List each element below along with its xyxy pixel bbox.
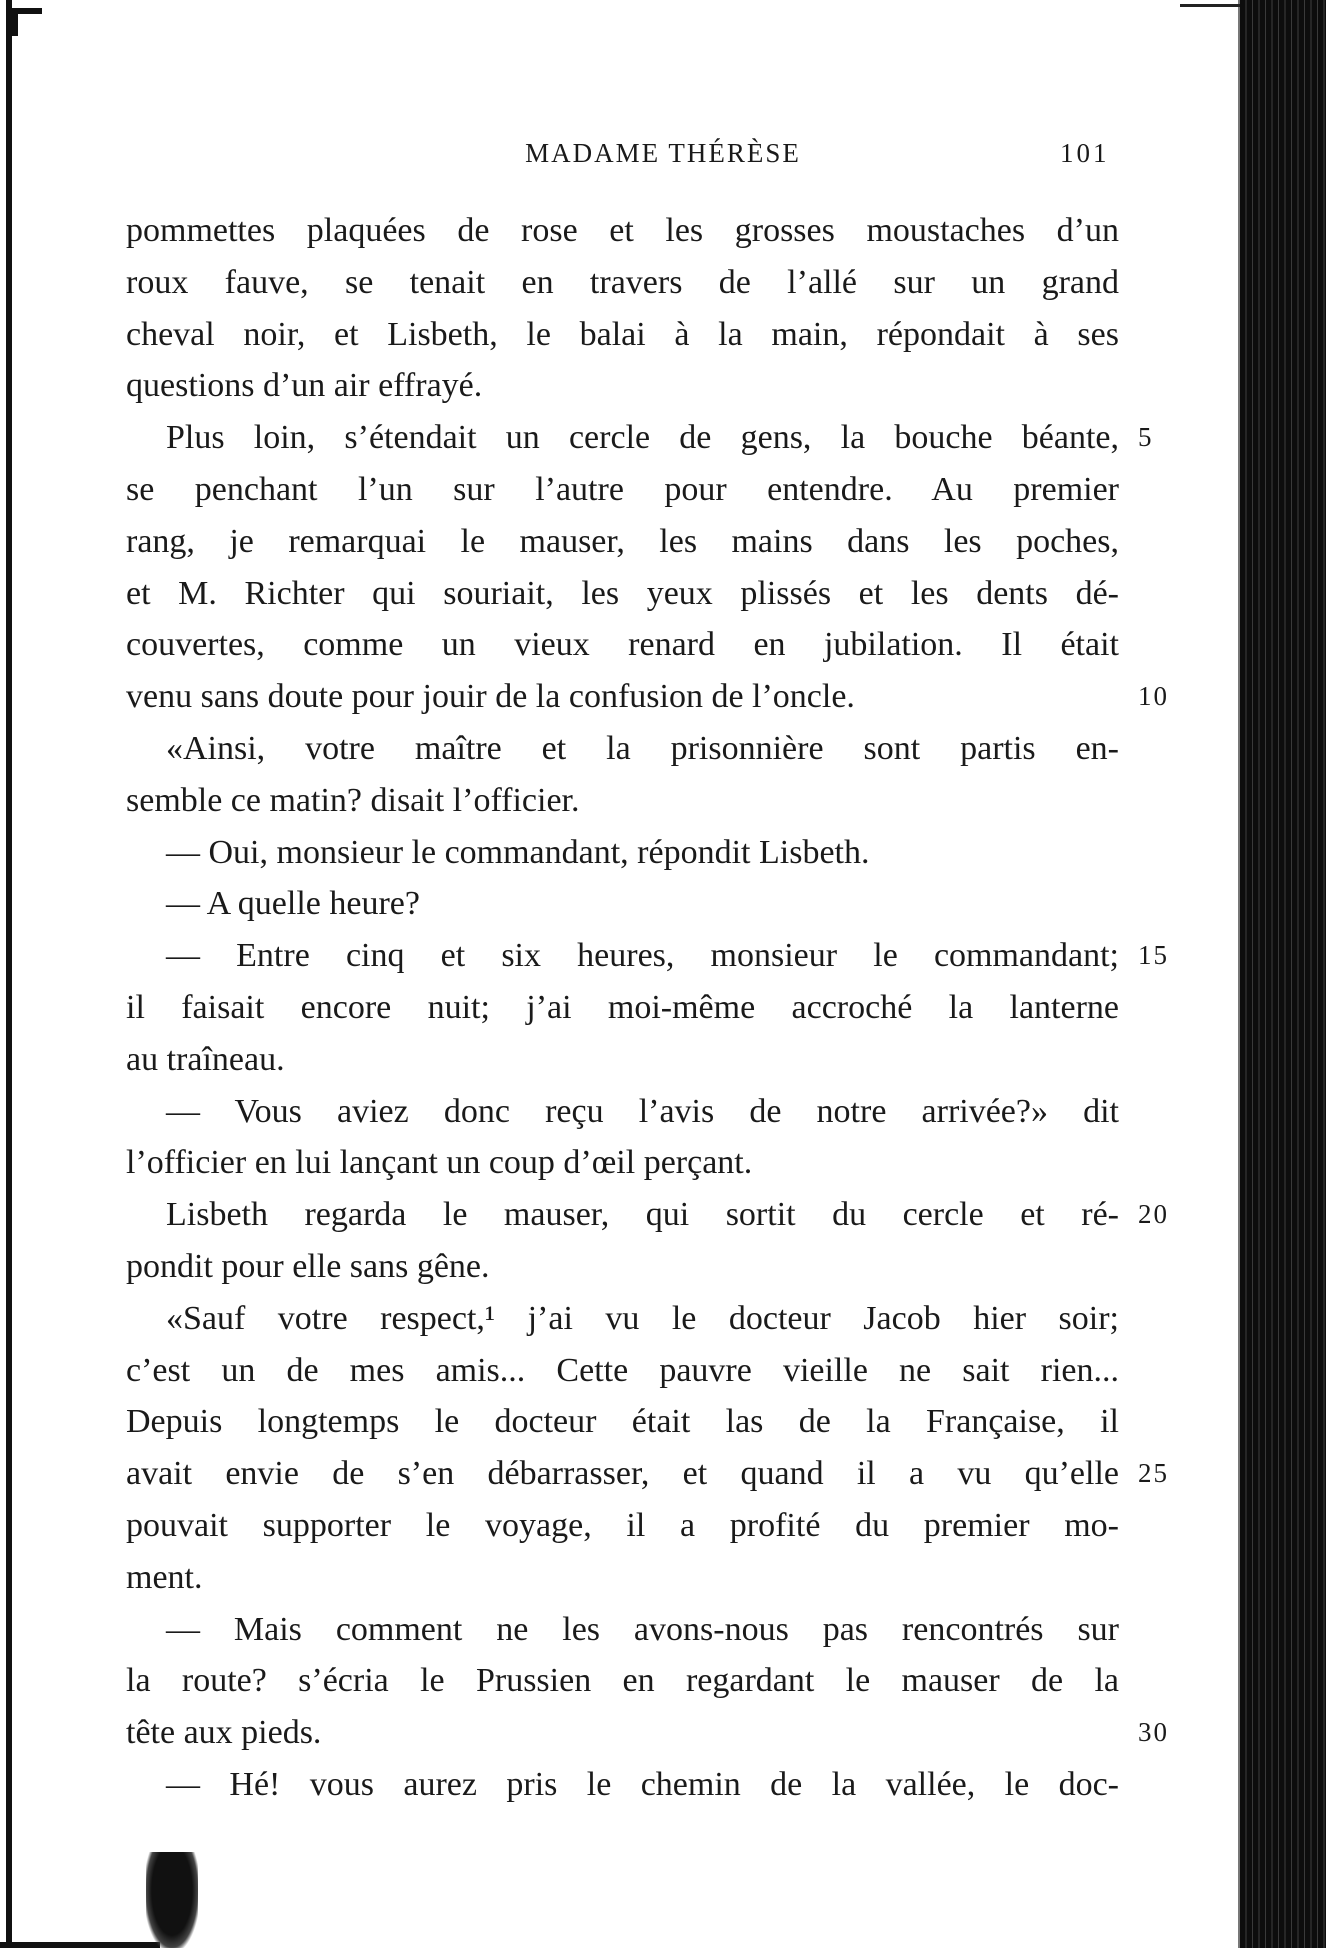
text-line	[126, 309, 1119, 361]
text-line-content: questions d’un air effrayé.	[126, 367, 483, 405]
text-line-content: et M. Richter qui souriait, les yeux plissés et les dents dé-	[126, 574, 1119, 612]
text-line-content: pouvait supporter le voyage, il a profité du premier mo-	[126, 1506, 1119, 1544]
text-line	[126, 1345, 1119, 1397]
text-line-content: il faisait encore nuit; j’ai moi-même accroché la lanterne	[126, 988, 1119, 1026]
running-title: MADAME THÉRÈSE	[525, 138, 801, 168]
text-line-content: — A quelle heure?	[166, 885, 420, 923]
text-line	[126, 1086, 1119, 1138]
text-line-content: avait envie de s’en débarrasser, et quand il a vu qu’elle	[126, 1455, 1119, 1493]
text-line	[126, 1552, 1119, 1604]
text-line	[126, 516, 1119, 568]
scan-corner-mark-vertical	[12, 8, 18, 36]
text-line-content: venu sans doute pour jouir de la confusion de l’oncle.	[126, 678, 855, 716]
text-line-content: — Entre cinq et six heures, monsieur le commandant;	[166, 937, 1119, 975]
text-line-content: Lisbeth regarda le mauser, qui sortit du cercle et ré-	[166, 1196, 1119, 1234]
text-line-content: — Oui, monsieur le commandant, répondit Lisbeth.	[166, 833, 870, 871]
text-line	[126, 930, 1169, 982]
text-line	[126, 1034, 1119, 1086]
text-line-content: semble ce matin? disait l’officier.	[126, 781, 580, 819]
line-number: 30	[1138, 1717, 1169, 1748]
text-line-content: l’officier en lui lançant un coup d’œil perçant.	[126, 1144, 753, 1182]
text-line-content: ment.	[126, 1558, 203, 1596]
text-line	[126, 1241, 1119, 1293]
text-line-content: «Ainsi, votre maître et la prisonnière sont partis en-	[166, 729, 1119, 767]
text-line	[126, 257, 1119, 309]
text-line-content: c’est un de mes amis... Cette pauvre vieille ne sait rien...	[126, 1351, 1119, 1389]
page-number: 101	[1060, 138, 1110, 168]
scan-top-right-mark	[1180, 4, 1240, 7]
text-line-content: Depuis longtemps le docteur était las de la Française, il	[126, 1403, 1119, 1441]
line-number: 5	[1138, 422, 1154, 453]
text-line	[126, 723, 1119, 775]
text-line-content: la route? s’écria le Prussien en regardant le mauser de la	[126, 1662, 1119, 1700]
scan-left-border	[6, 0, 12, 1948]
text-line	[126, 1604, 1119, 1656]
text-line	[126, 982, 1119, 1034]
text-line	[126, 1396, 1119, 1448]
text-line	[126, 1189, 1169, 1241]
text-line	[126, 619, 1119, 671]
text-line	[126, 1759, 1119, 1811]
text-line	[126, 1293, 1119, 1345]
text-line	[126, 1500, 1119, 1552]
text-line-content: couvertes, comme un vieux renard en jubilation. Il était	[126, 626, 1119, 664]
line-number: 15	[1138, 940, 1169, 971]
text-line	[126, 464, 1119, 516]
text-line-content: roux fauve, se tenait en travers de l’allé sur un grand	[126, 263, 1119, 301]
text-line-content: — Mais comment ne les avons-nous pas rencontrés sur	[166, 1610, 1119, 1648]
line-number: 20	[1138, 1199, 1169, 1230]
scan-bottom-border	[0, 1942, 160, 1948]
text-line-content: cheval noir, et Lisbeth, le balai à la main, répondait à ses	[126, 315, 1119, 353]
text-line	[126, 827, 1119, 879]
text-line	[126, 878, 1119, 930]
line-number: 25	[1138, 1458, 1169, 1489]
text-line	[126, 568, 1119, 620]
text-line-content: au traîneau.	[126, 1040, 285, 1078]
text-line-content: pommettes plaquées de rose et les grosses moustaches d’un	[126, 212, 1119, 249]
text-line	[126, 1707, 1169, 1759]
text-line-content: tête aux pieds.	[126, 1714, 322, 1752]
text-line	[126, 412, 1154, 464]
text-line-content: — Hé! vous aurez pris le chemin de la vallée, le doc-	[166, 1765, 1119, 1803]
text-line-content: se penchant l’un sur l’autre pour entendre. Au premier	[126, 470, 1119, 508]
text-line	[126, 671, 1169, 723]
text-line-content: rang, je remarquai le mauser, les mains dans les poches,	[126, 522, 1119, 560]
scan-binding-shadow	[1240, 0, 1326, 1948]
text-line	[126, 1137, 1119, 1189]
text-line	[126, 1655, 1119, 1707]
text-line	[126, 205, 1119, 257]
body-text	[126, 205, 1169, 1811]
line-number: 10	[1138, 681, 1169, 712]
text-line	[126, 360, 1119, 412]
text-line	[126, 1448, 1169, 1500]
ink-blot	[146, 1852, 198, 1948]
text-line-content: «Sauf votre respect,¹ j’ai vu le docteur Jacob hier soir;	[166, 1299, 1119, 1337]
text-line-content: pondit pour elle sans gêne.	[126, 1247, 490, 1285]
text-line-content: — Vous aviez donc reçu l’avis de notre arrivée?» dit	[166, 1092, 1119, 1130]
text-line-content: Plus loin, s’étendait un cercle de gens, la bouche béante,	[166, 419, 1119, 457]
text-line	[126, 775, 1119, 827]
